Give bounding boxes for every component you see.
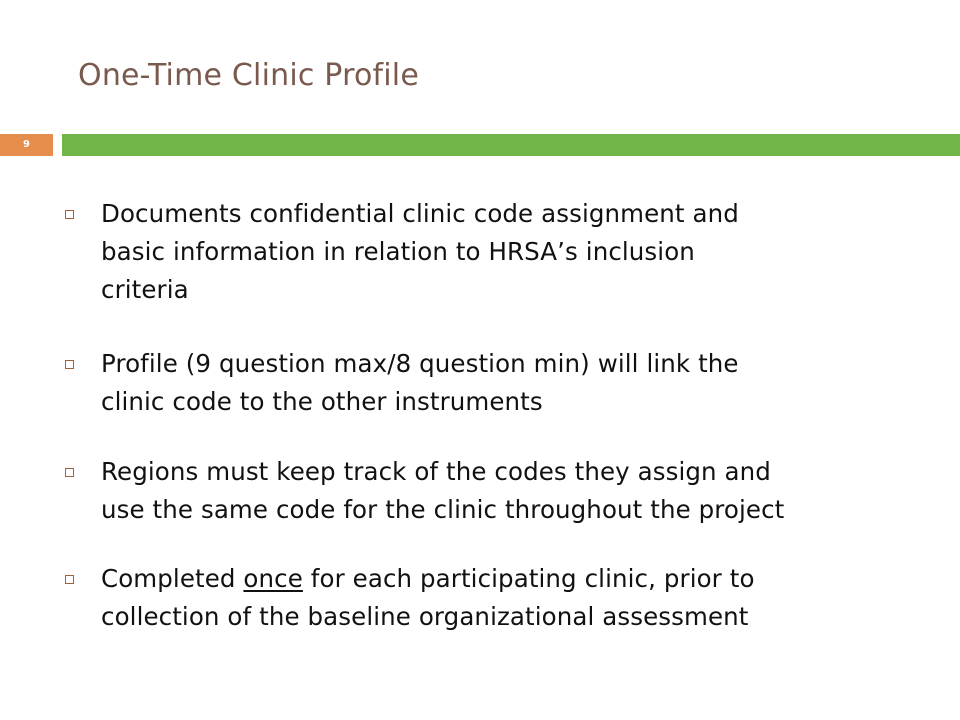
bullet-line xyxy=(101,560,905,598)
square-bullet-icon xyxy=(65,210,74,219)
slide-number-badge: 9 xyxy=(0,134,53,156)
bullet-line: clinic code to the other instruments xyxy=(101,387,543,416)
bullet-text xyxy=(101,345,905,421)
square-bullet-icon xyxy=(65,360,74,369)
bullet-line: criteria xyxy=(101,275,189,304)
square-bullet-icon xyxy=(65,575,74,584)
square-bullet-icon xyxy=(65,468,74,477)
bullet-text xyxy=(101,453,905,529)
bullet-text-segment: for each participating clinic, prior to xyxy=(302,564,755,593)
bullet-line: basic information in relation to HRSA’s inclusion xyxy=(101,237,695,266)
bullet-line: Profile (9 question max/8 question min) will link the xyxy=(101,349,739,378)
emphasis-underlined: once xyxy=(243,564,303,593)
bullet-text xyxy=(101,195,905,309)
bullet-line: Documents confidential clinic code assignment and xyxy=(101,199,739,228)
slide-title: One-Time Clinic Profile xyxy=(78,58,419,93)
bullet-line: use the same code for the clinic throughout the project xyxy=(101,495,785,524)
bullet-text-segment: Completed xyxy=(101,564,244,593)
bullet-line: collection of the baseline organizational assessment xyxy=(101,602,749,631)
bullet-text xyxy=(101,560,905,636)
bullet-line: Regions must keep track of the codes they assign and xyxy=(101,457,771,486)
